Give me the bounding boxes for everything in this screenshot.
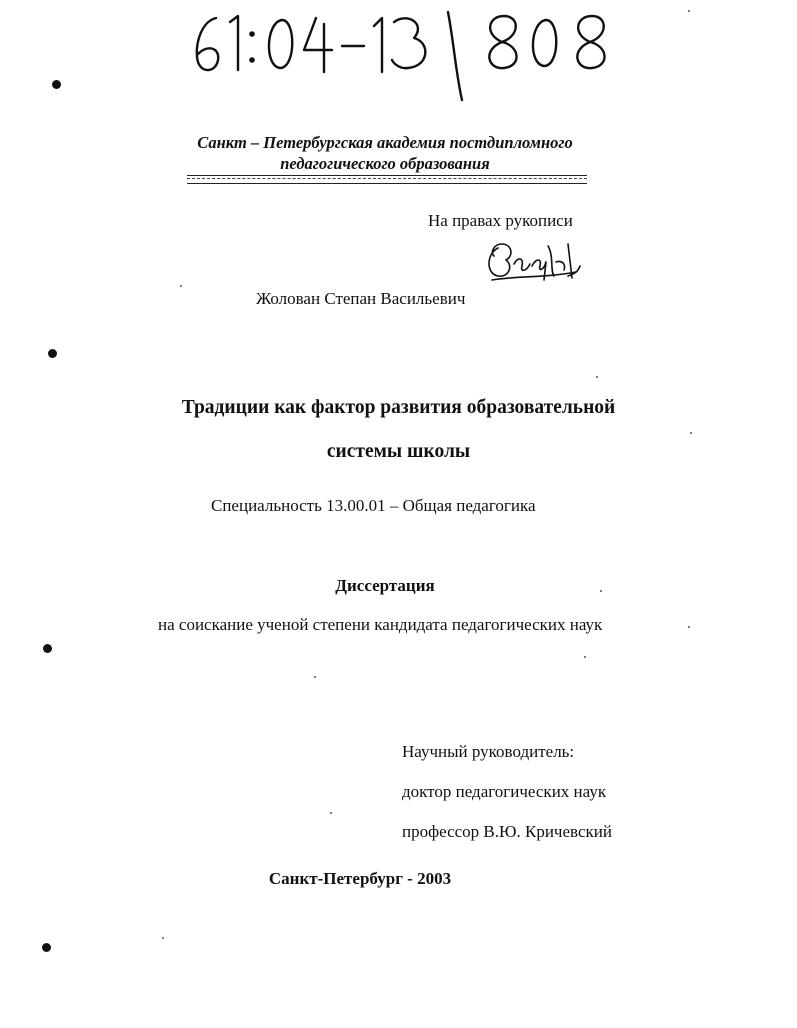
scan-speck xyxy=(584,656,586,658)
binder-hole-mark xyxy=(52,80,61,89)
advisor-block xyxy=(402,732,612,852)
institution-line-1: Санкт – Петербургская академия постдипломного xyxy=(197,133,573,152)
city-year: Санкт-Петербург - 2003 xyxy=(268,869,452,888)
scan-speck xyxy=(162,937,164,939)
signature xyxy=(484,236,584,284)
binder-hole-mark xyxy=(48,349,57,358)
degree-purpose: на соискание ученой степени кандидата педагогических наук xyxy=(158,615,603,634)
scan-speck xyxy=(330,812,332,814)
title-line-1: Традиции как фактор развития образовательной xyxy=(181,397,616,418)
binder-hole-mark xyxy=(43,644,52,653)
scan-speck xyxy=(688,10,690,12)
institution-line-2: педагогического образования xyxy=(280,154,490,173)
scan-speck xyxy=(180,285,182,287)
work-type: Диссертация xyxy=(335,576,435,595)
advisor-degree: доктор педагогических наук xyxy=(402,782,607,801)
rights-label: На правах рукописи xyxy=(428,211,573,230)
advisor-label: Научный руководитель: xyxy=(402,742,575,761)
title-line-2: системы школы xyxy=(326,441,471,462)
scan-speck xyxy=(688,626,690,628)
scan-speck xyxy=(314,676,316,678)
institution-divider xyxy=(187,175,587,184)
scan-speck xyxy=(600,590,602,592)
handwritten-archive-number xyxy=(186,4,616,102)
specialty: Специальность 13.00.01 – Общая педагогика xyxy=(211,496,536,515)
scan-speck xyxy=(690,432,692,434)
binder-hole-mark xyxy=(42,943,51,952)
scan-speck xyxy=(596,376,598,378)
institution-name xyxy=(150,132,620,174)
advisor-name: профессор В.Ю. Кричевский xyxy=(402,822,612,841)
dissertation-title xyxy=(120,386,677,474)
author-name: Жолован Степан Васильевич xyxy=(256,289,466,308)
